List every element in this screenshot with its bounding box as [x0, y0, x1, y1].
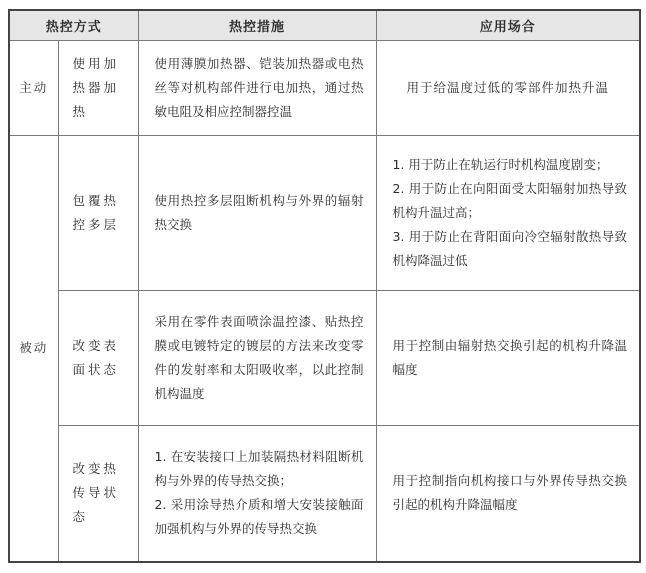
method-cell: 包覆热控多层 [58, 136, 138, 291]
application-text: 1. 用于防止在轨运行时机构温度剧变； [392, 157, 609, 172]
application-cell [376, 136, 640, 291]
header-measure: 热控措施 [138, 10, 376, 41]
application-cell [376, 426, 640, 562]
header-application: 应用场合 [376, 10, 640, 41]
table-row [9, 426, 640, 562]
application-text: 用于给温度过低的零部件加热升温 [406, 80, 610, 95]
measure-text: 1. 在安装接口上加装隔热材料阻断机构与外界的传导热交换； [154, 449, 364, 489]
measure-cell [138, 291, 376, 426]
method-cell: 改变热传导状态 [58, 426, 138, 562]
thermal-control-table [8, 9, 641, 563]
application-text: 用于控制指向机构接口与外界传导热交换引起的机构升降温幅度 [392, 473, 628, 513]
group-cell-active: 主动 [9, 41, 58, 136]
measure-cell [138, 136, 376, 291]
measure-text: 2. 采用涂导热介质和增大安装接触面加强机构与外界的传导热交换 [154, 497, 364, 537]
method-cell: 使用加热器加热 [58, 41, 138, 136]
table-row [9, 41, 640, 136]
application-text: 2. 用于防止在向阳面受太阳辐射加热导致机构升温过高； [392, 181, 628, 220]
measure-text: 采用在零件表面喷涂温控漆、贴热控膜或电镀特定的镀层的方法来改变零件的发射率和太阳吸收率，以此控制机构温度 [154, 314, 364, 401]
header-method: 热控方式 [9, 10, 138, 41]
application-cell [376, 41, 640, 136]
measure-cell [138, 41, 376, 136]
measure-text: 使用薄膜加热器、铠装加热器或电热丝等对机构部件进行电加热，通过热敏电阻及相应控制器控温 [154, 56, 364, 119]
table-row [9, 291, 640, 426]
table-row [9, 136, 640, 291]
application-text: 3. 用于防止在背阳面向冷空辐射散热导致机构降温过低 [392, 229, 628, 268]
application-text: 用于控制由辐射热交换引起的机构升降温幅度 [392, 338, 628, 377]
measure-cell [138, 426, 376, 562]
group-cell-passive: 被动 [9, 136, 58, 562]
measure-text: 使用热控多层阻断机构与外界的辐射热交换 [154, 193, 364, 232]
application-cell [376, 291, 640, 426]
method-cell: 改变表面状态 [58, 291, 138, 426]
header-row [9, 10, 640, 41]
